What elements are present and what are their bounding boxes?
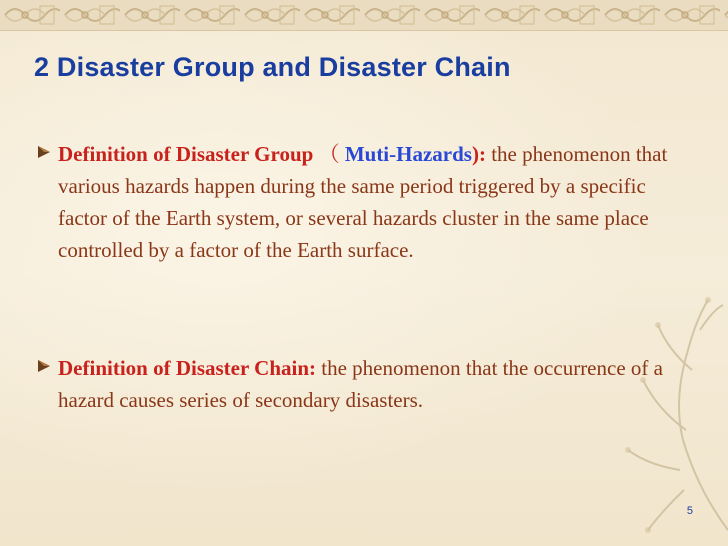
page-number: 5 <box>686 505 693 517</box>
arrow-bullet-icon <box>36 144 52 160</box>
definition-body: the phenomenon that the occurrence of a hazard causes series of secondary disasters. <box>58 356 663 412</box>
bullet-text <box>58 352 676 416</box>
pattern-decoration <box>0 0 728 30</box>
top-decorative-band <box>0 0 728 31</box>
term-muti-hazards: Muti-Hazards <box>344 142 472 166</box>
page-title: 2 Disaster Group and Disaster Chain <box>34 52 511 82</box>
definition-body: the phenomenon that various hazards happen during the same period triggered by a specific factor of the Earth system, or several hazards cluster in the same place controlled by a factor of the Earth surface. <box>58 142 668 262</box>
bullet-text <box>58 138 676 266</box>
term-disaster-chain: Definition of Disaster Chain: <box>58 356 317 380</box>
colon: : <box>478 142 486 166</box>
bullet-disaster-chain <box>36 352 676 416</box>
bullet-disaster-group <box>36 138 676 266</box>
arrow-bullet-icon <box>36 358 52 374</box>
term-disaster-group: Definition of Disaster Group <box>58 142 314 166</box>
close-paren: ) <box>471 142 479 166</box>
open-paren: （ <box>318 142 340 166</box>
